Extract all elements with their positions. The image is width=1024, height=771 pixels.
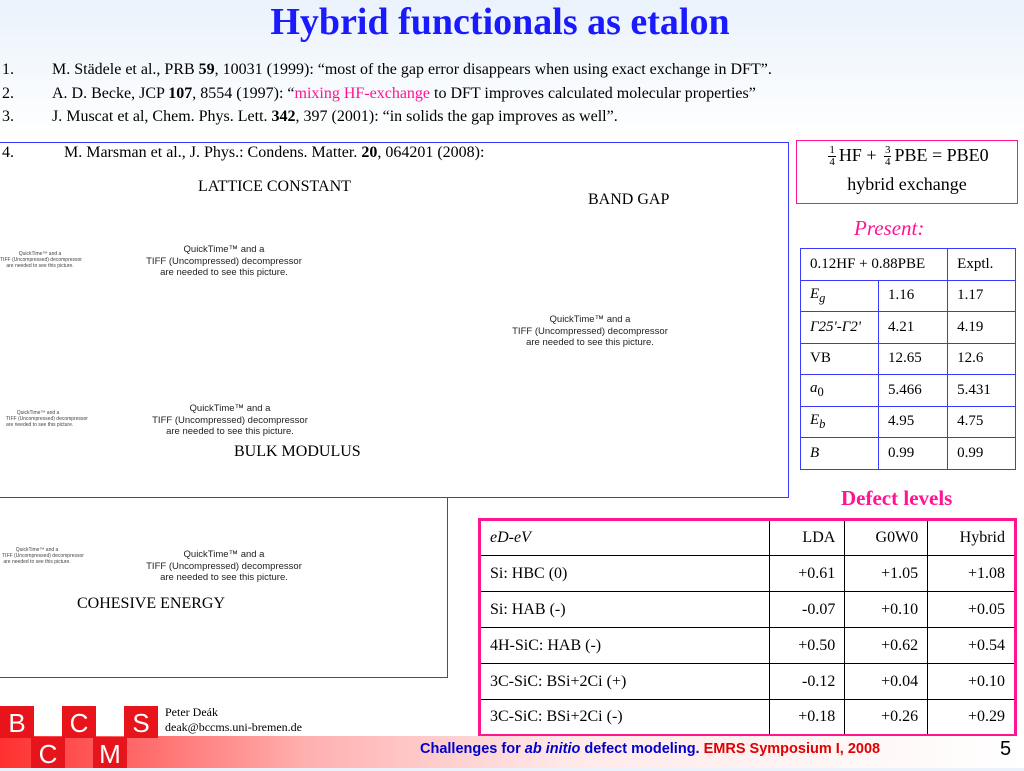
table-header-cell: G0W0 xyxy=(845,520,928,556)
present-results-table xyxy=(800,248,1016,470)
reference-quote-end: to DFT improves calculated molecular properties” xyxy=(430,84,756,102)
lattice-constant-label: LATTICE CONSTANT xyxy=(198,178,351,195)
table-row: VB 12.65 12.6 xyxy=(801,343,1016,375)
table-header-cell: LDA xyxy=(770,520,845,556)
fraction-one-quarter: $\frac{1}{4}$ xyxy=(829,144,835,169)
author-name: Peter Deák xyxy=(165,705,218,719)
reference-volume: 342 xyxy=(271,108,296,125)
bulk-modulus-label: BULK MODULUS xyxy=(234,443,361,460)
table-row: $E_g$ 1.16 1.17 xyxy=(801,280,1016,312)
defect-levels-table xyxy=(478,518,1017,737)
missing-image-placeholder: QuickTime™ and a TIFF (Uncompressed) decompressor are needed to see this picture. xyxy=(146,549,302,583)
table-header-cell: Hybrid xyxy=(928,520,1016,556)
reference-volume: 107 xyxy=(168,84,193,102)
table-row: 3C-SiC: BSi+2Ci (+) -0.12 +0.04 +0.10 xyxy=(480,664,1016,700)
table-row: 4H-SiC: HAB (-) +0.50 +0.62 +0.54 xyxy=(480,628,1016,664)
page-number: 5 xyxy=(1000,738,1012,760)
missing-image-placeholder: QuickTime™ and a TIFF (Uncompressed) decompressor are needed to see this picture. xyxy=(152,403,308,437)
reference-quote: , 8554 (1997): “ xyxy=(192,84,295,102)
table-row: $a_0$ 5.466 5.431 xyxy=(801,375,1016,407)
formula-caption: hybrid exchange xyxy=(847,174,967,195)
table-header-row xyxy=(480,520,1016,556)
reference-number: 2. xyxy=(2,84,14,102)
missing-image-placeholder: QuickTime™ and a TIFF (Uncompressed) decompressor are needed to see this picture. xyxy=(6,410,88,428)
table-row: $E_b$ 4.95 4.75 xyxy=(801,406,1016,438)
table-header-row xyxy=(801,249,1016,281)
page-title: Hybrid functionals as etalon xyxy=(270,1,730,43)
reference-quote: , 10031 (1999): “most of the gap error disappears when using exact exchange in DFT”. xyxy=(214,61,772,78)
reference-number: 4. xyxy=(2,144,14,161)
table-header-cell: eD-eV xyxy=(480,520,770,556)
bccms-logo: B C S C M xyxy=(0,706,160,768)
defect-levels-label: Defect levels xyxy=(841,486,953,510)
cohesive-energy-label: COHESIVE ENERGY xyxy=(77,595,225,612)
table-header-cell: Exptl. xyxy=(948,249,1016,281)
reference-number: 3. xyxy=(2,108,14,125)
missing-image-placeholder: QuickTime™ and a TIFF (Uncompressed) decompressor are needed to see this picture. xyxy=(512,314,668,348)
reference-quote: , 397 (2001): “in solids the gap improves as well”. xyxy=(295,108,618,125)
highlighted-phrase: mixing HF-exchange xyxy=(294,84,431,102)
author-email: deak@bccms.uni-bremen.de xyxy=(165,720,302,734)
reference-text: M. Marsman et al., J. Phys.: Condens. Matter. xyxy=(64,144,362,161)
reference-text: A. D. Becke, JCP xyxy=(52,84,169,102)
reference-volume: 20 xyxy=(361,144,378,161)
reference-text: J. Muscat et al, Chem. Phys. Lett. xyxy=(52,108,272,125)
footer-caption: Challenges for ab initio defect modeling. EMRS Symposium I, 2008 xyxy=(420,741,881,757)
band-gap-label: BAND GAP xyxy=(588,191,670,208)
reference-item-2 xyxy=(0,82,1020,106)
missing-image-placeholder: QuickTime™ and a TIFF (Uncompressed) decompressor are needed to see this picture. xyxy=(2,547,84,565)
pbe0-formula-box xyxy=(796,140,1018,204)
figure-frame-lower xyxy=(0,497,448,678)
missing-image-placeholder: QuickTime™ and a TIFF (Uncompressed) decompressor are needed to see this picture. xyxy=(146,244,302,278)
reference-quote: , 064201 (2008): xyxy=(377,144,485,161)
present-label: Present: xyxy=(854,216,925,240)
table-row: Γ25'-Γ2' 4.21 4.19 xyxy=(801,312,1016,344)
reference-number: 1. xyxy=(2,61,14,78)
table-row: B 0.99 0.99 xyxy=(801,438,1016,470)
pbe0-formula: $\frac{1}{4}$ HF + $\frac{3}{4}$ PBE = PBE0 xyxy=(829,144,989,169)
reference-item-1 xyxy=(0,58,1020,82)
table-row: Si: HBC (0) +0.61 +1.05 +1.08 xyxy=(480,556,1016,592)
reference-item-3 xyxy=(0,105,1020,129)
table-row: 3C-SiC: BSi+2Ci (-) +0.18 +0.26 +0.29 xyxy=(480,700,1016,736)
reference-list xyxy=(0,58,1020,129)
reference-volume: 59 xyxy=(198,61,215,78)
reference-item-4 xyxy=(2,144,484,162)
fraction-three-quarters: $\frac{3}{4}$ xyxy=(884,144,891,169)
author-info xyxy=(165,705,302,735)
table-row: Si: HAB (-) -0.07 +0.10 +0.05 xyxy=(480,592,1016,628)
reference-text: M. Städele et al., PRB xyxy=(52,61,199,78)
missing-image-placeholder: QuickTime™ and a TIFF (Uncompressed) decompressor are needed to see this picture. xyxy=(0,251,82,269)
table-header-cell: 0.12HF + 0.88PBE xyxy=(801,249,948,281)
